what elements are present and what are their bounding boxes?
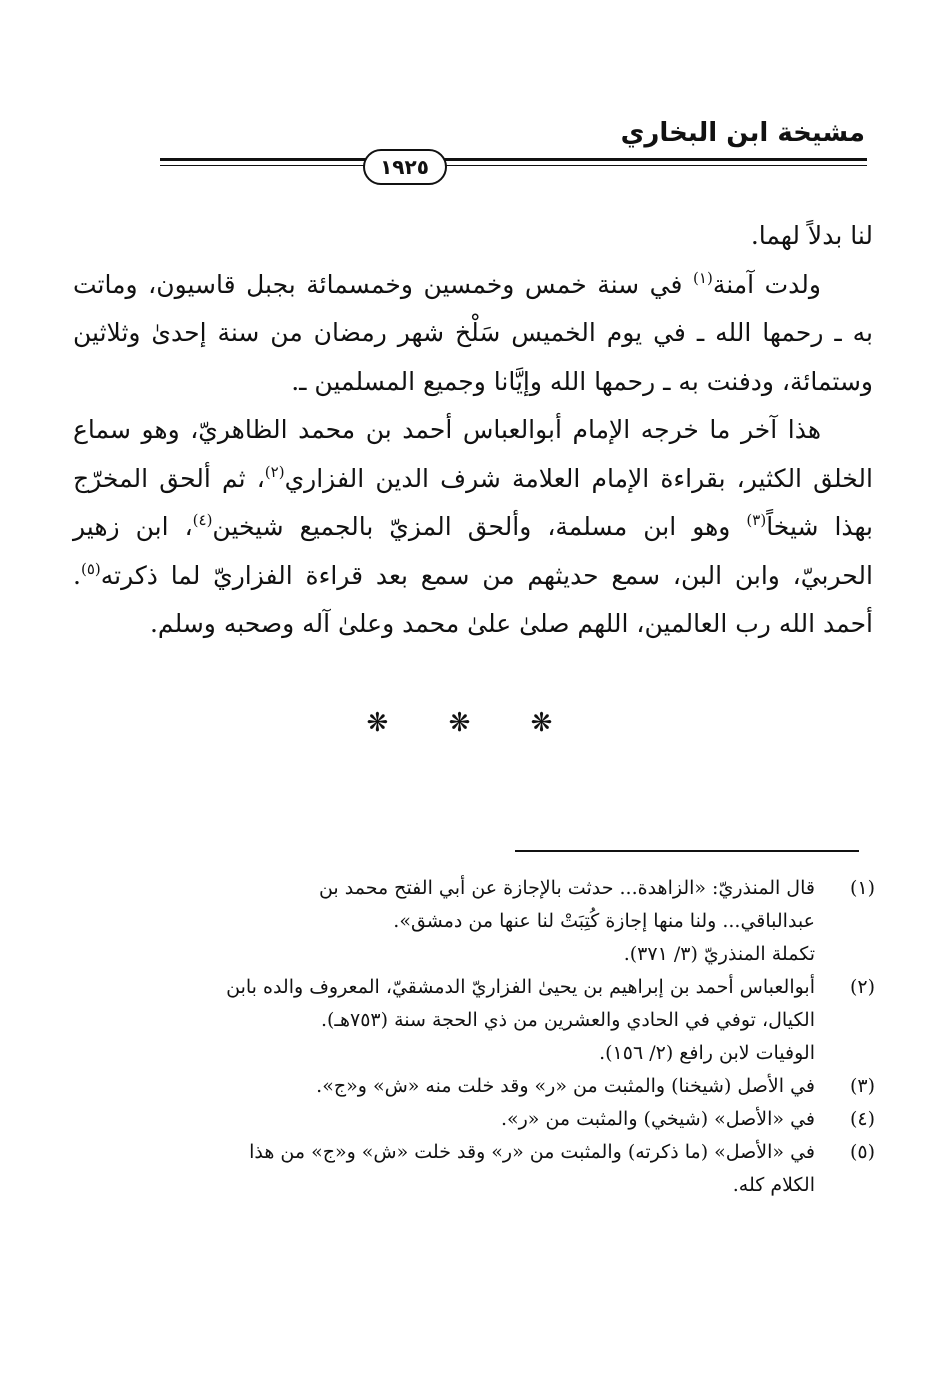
footnote-2 <box>85 971 875 1070</box>
footnote-line: في «الأصل» (شيخي) والمثبت من «ر». <box>500 1108 815 1130</box>
running-title: مشيخة ابن البخاري <box>620 118 865 148</box>
footnote-line: في «الأصل» (ما ذكرته) والمثبت من «ر» وقد خلت «ش» و«ج» من هذا <box>249 1141 815 1163</box>
footnote-5 <box>85 1136 875 1202</box>
footnote-line: الكيال، توفي في الحادي والعشرين من ذي الحجة سنة (٧٥٣هـ). <box>320 1009 815 1031</box>
footnote-number: (١) <box>849 877 875 899</box>
footnote-ref-5[interactable]: (٥) <box>80 559 101 578</box>
paragraph-3-text-a: هذا آخر ما خرجه الإمام أبوالعباس أحمد بن محمد الظاهريّ، وهو سماع الخلق الكثير، بقراءة الإمام العلامة شرف الدين الفزاري <box>73 415 873 493</box>
footnotes <box>85 872 875 1202</box>
footnote-number: (٤) <box>849 1108 875 1130</box>
footnote-1 <box>85 872 875 971</box>
header-rule <box>160 148 867 182</box>
paragraph-3-text-d: ، ابن زهير الحربيّ، وابن البن، سمع حديثهم من سمع بعد قراءة الفزاريّ لما ذكرته <box>73 512 873 590</box>
footnote-number: (٥) <box>849 1141 875 1163</box>
header-rule-thin <box>160 165 867 166</box>
footnote-line: تكملة المنذريّ (٣/ ٣٧١). <box>623 943 815 965</box>
footnote-ref-3[interactable]: (٣) <box>746 511 767 529</box>
footnote-3 <box>85 1070 875 1103</box>
footnote-text <box>85 1070 815 1103</box>
main-text <box>73 212 873 649</box>
footnote-line: في الأصل (شيخنا) والمثبت من «ر» وقد خلت منه «ش» و«ج». <box>316 1075 815 1097</box>
paragraph-2 <box>73 261 873 407</box>
paragraph-1-text: لنا بدلاً لهما. <box>750 221 873 250</box>
footnote-number: (٣) <box>849 1075 875 1097</box>
section-separator: ❋ ❋ ❋ <box>366 708 579 738</box>
footnote-line: الوفيات لابن رافع (٢/ ١٥٦). <box>599 1042 815 1064</box>
footnote-line: عبدالباقي... ولنا منها إجازة كُتِبَتْ لنا عنها من دمشق». <box>393 910 815 932</box>
paragraph-1 <box>73 212 873 261</box>
paragraph-3-text-b: ، ثم ألحق المخرّج بهذا شيخاً <box>73 463 874 541</box>
footnote-line: الكلام كله. <box>732 1174 815 1196</box>
header-rule-thick <box>160 158 867 161</box>
paragraph-3-text-e: . أحمد الله رب العالمين، اللهم صلىٰ علىٰ محمد وعلىٰ آله وصحبه وسلم. <box>73 560 873 638</box>
paragraph-3-text-c: وهو ابن مسلمة، وألحق المزيّ بالجميع شيخين <box>212 512 747 541</box>
paragraph-3 <box>73 406 873 649</box>
footnote-number: (٢) <box>849 976 875 998</box>
paragraph-2-text-a: ولدت آمنة <box>712 269 821 299</box>
footnote-ref-2[interactable]: (٢) <box>264 462 285 481</box>
footnote-line: قال المنذريّ: «الزاهدة... حدثت بالإجازة عن أبي الفتح محمد بن <box>318 877 815 899</box>
footnote-text <box>85 1136 815 1202</box>
footnote-4 <box>85 1103 875 1136</box>
footnote-rule <box>515 850 859 852</box>
footnote-line: أبوالعباس أحمد بن إبراهيم بن يحيىٰ الفزاريّ الدمشقيّ، المعروف والده بابن <box>226 976 815 998</box>
footnote-text <box>85 971 815 1070</box>
footnote-ref-4[interactable]: (٤) <box>192 511 213 529</box>
footnote-text <box>85 872 815 971</box>
page-number: ١٩٢٥ <box>363 149 447 185</box>
paragraph-2-text-b: في سنة خمس وخمسين وخمسمائة بجبل قاسيون، وماتت به ـ رحمها الله ـ في يوم الخميس سَلْخ شهر رمضان من سنة إحدىٰ وثلاثين وستمائة، ودفنت به ـ رحمها الله وإيَّانا وجميع المسلمين ـ. <box>73 269 873 396</box>
footnote-ref-1[interactable]: (١) <box>693 268 713 287</box>
footnote-text <box>85 1103 815 1136</box>
